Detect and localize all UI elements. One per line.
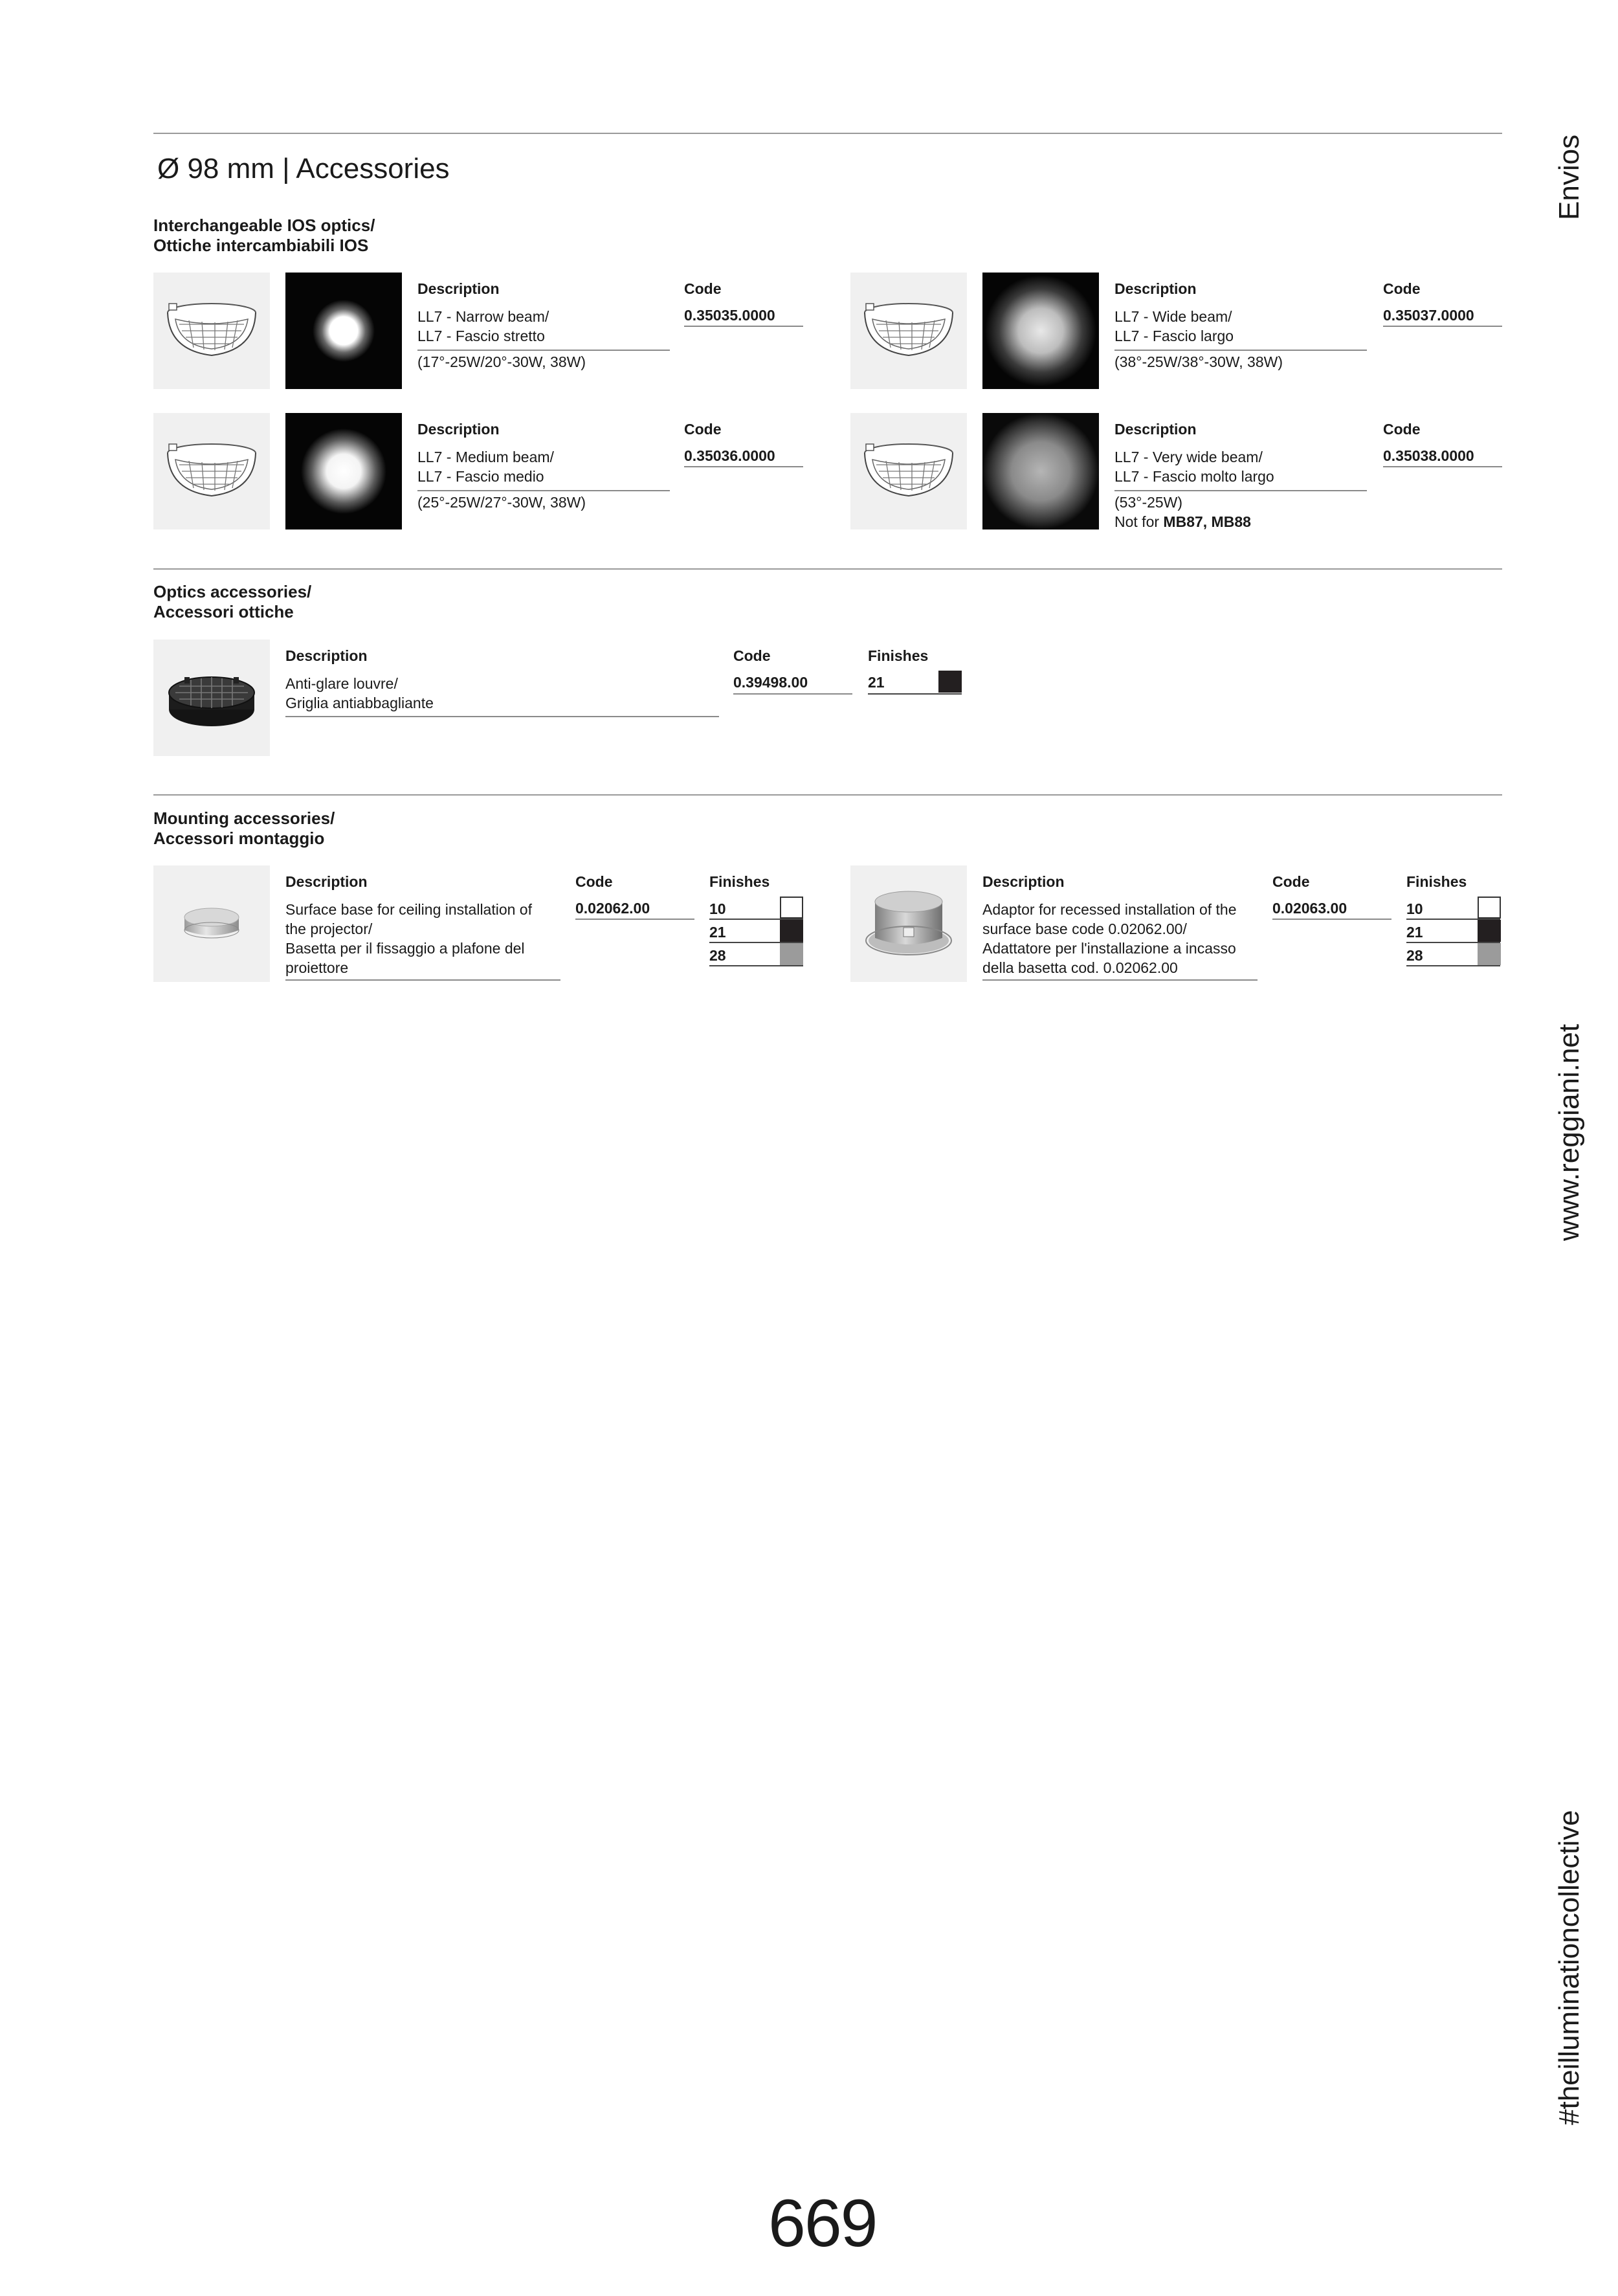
beam-pattern-wide xyxy=(982,273,1099,389)
louvre-image xyxy=(153,640,270,756)
finish-swatch xyxy=(780,943,803,965)
section-title-optics: Interchangeable IOS optics/ Ottiche intercambiabili IOS xyxy=(153,216,375,255)
finish-swatch xyxy=(938,671,962,693)
finish-swatch xyxy=(1478,897,1501,919)
section-title-optics-accessories: Optics accessories/ Accessori ottiche xyxy=(153,582,312,621)
description-header: Description xyxy=(982,873,1065,890)
top-rule xyxy=(153,133,1502,134)
finish-code: 10 xyxy=(1406,900,1423,917)
finish-code: 21 xyxy=(709,924,726,941)
finishes-header: Finishes xyxy=(1406,873,1467,890)
reflector-icon xyxy=(850,413,967,529)
product-code: 0.39498.00 xyxy=(733,674,808,691)
optic-spec: (53°-25W) Not for MB87, MB88 xyxy=(1114,494,1251,530)
product-code: 0.02062.00 xyxy=(575,900,650,917)
code-header: Code xyxy=(1383,280,1421,297)
surface-base-image xyxy=(153,865,270,982)
section-rule xyxy=(153,568,1502,570)
finish-swatch xyxy=(780,897,803,919)
code-header: Code xyxy=(733,647,771,664)
finishes-header: Finishes xyxy=(709,873,770,890)
adaptor-image xyxy=(850,865,967,982)
section-rule xyxy=(153,794,1502,796)
optic-description: LL7 - Medium beam/ LL7 - Fascio medio xyxy=(417,449,554,485)
finish-code: 10 xyxy=(709,900,726,917)
code-header: Code xyxy=(1272,873,1310,890)
optic-description: LL7 - Wide beam/ LL7 - Fascio largo xyxy=(1114,308,1234,344)
reflector-icon xyxy=(153,273,270,389)
optic-description: LL7 - Narrow beam/ LL7 - Fascio stretto xyxy=(417,308,549,344)
code-header: Code xyxy=(684,280,722,297)
product-code: 0.35038.0000 xyxy=(1383,447,1474,464)
description-header: Description xyxy=(1114,421,1197,438)
louvre-icon xyxy=(153,640,270,756)
code-header: Code xyxy=(1383,421,1421,438)
finish-code: 21 xyxy=(1406,924,1423,941)
description-header: Description xyxy=(417,280,500,297)
section-title-mounting: Mounting accessories/ Accessori montaggio xyxy=(153,808,335,848)
category-label: Envios xyxy=(1553,134,1585,220)
finishes-header: Finishes xyxy=(868,647,929,664)
page-title: Ø 98 mm | Accessories xyxy=(157,153,450,184)
finish-swatch xyxy=(1478,943,1501,965)
adaptor-icon xyxy=(850,865,967,982)
product-code: 0.35035.0000 xyxy=(684,307,775,324)
reflector-icon xyxy=(153,413,270,529)
page-number: 669 xyxy=(768,2186,877,2261)
optic-spec: (17°-25W/20°-30W, 38W) xyxy=(417,353,586,370)
description-header: Description xyxy=(285,873,368,890)
description-header: Description xyxy=(1114,280,1197,297)
reflector-image xyxy=(153,273,270,389)
code-header: Code xyxy=(684,421,722,438)
beam-pattern-medium xyxy=(285,413,402,529)
optic-spec: (38°-25W/38°-30W, 38W) xyxy=(1114,353,1283,370)
reflector-image xyxy=(850,413,967,529)
code-header: Code xyxy=(575,873,613,890)
optic-spec: (25°-25W/27°-30W, 38W) xyxy=(417,494,586,511)
reflector-image xyxy=(850,273,967,389)
optic-description: LL7 - Very wide beam/ LL7 - Fascio molto largo xyxy=(1114,449,1274,485)
finish-code: 28 xyxy=(709,947,726,964)
finish-swatch xyxy=(780,920,803,942)
description-header: Description xyxy=(417,421,500,438)
product-code: 0.35037.0000 xyxy=(1383,307,1474,324)
reflector-icon xyxy=(850,273,967,389)
beam-pattern-narrow xyxy=(285,273,402,389)
reflector-image xyxy=(153,413,270,529)
adaptor-description: Adaptor for recessed installation of the surface base code 0.02062.00/ Adattatore per l'installazione a incasso della basetta cod. 0.02062.00 xyxy=(982,901,1237,976)
compatibility-note: Not for MB87, MB88 xyxy=(1114,513,1251,530)
louvre-description: Anti-glare louvre/ Griglia antiabbagliante xyxy=(285,675,434,711)
finish-code: 21 xyxy=(868,674,885,691)
product-code: 0.35036.0000 xyxy=(684,447,775,464)
hashtag: #theilluminationcollective xyxy=(1553,1810,1585,2125)
product-code: 0.02063.00 xyxy=(1272,900,1347,917)
website-link[interactable]: www.reggiani.net xyxy=(1553,1023,1585,1241)
surface-base-description: Surface base for ceiling installation of the projector/ Basetta per il fissaggio a plafone del proiettore xyxy=(285,901,532,976)
description-header: Description xyxy=(285,647,368,664)
finish-swatch xyxy=(1478,920,1501,942)
finish-code: 28 xyxy=(1406,947,1423,964)
beam-pattern-very-wide xyxy=(982,413,1099,529)
surface-base-icon xyxy=(153,865,270,982)
